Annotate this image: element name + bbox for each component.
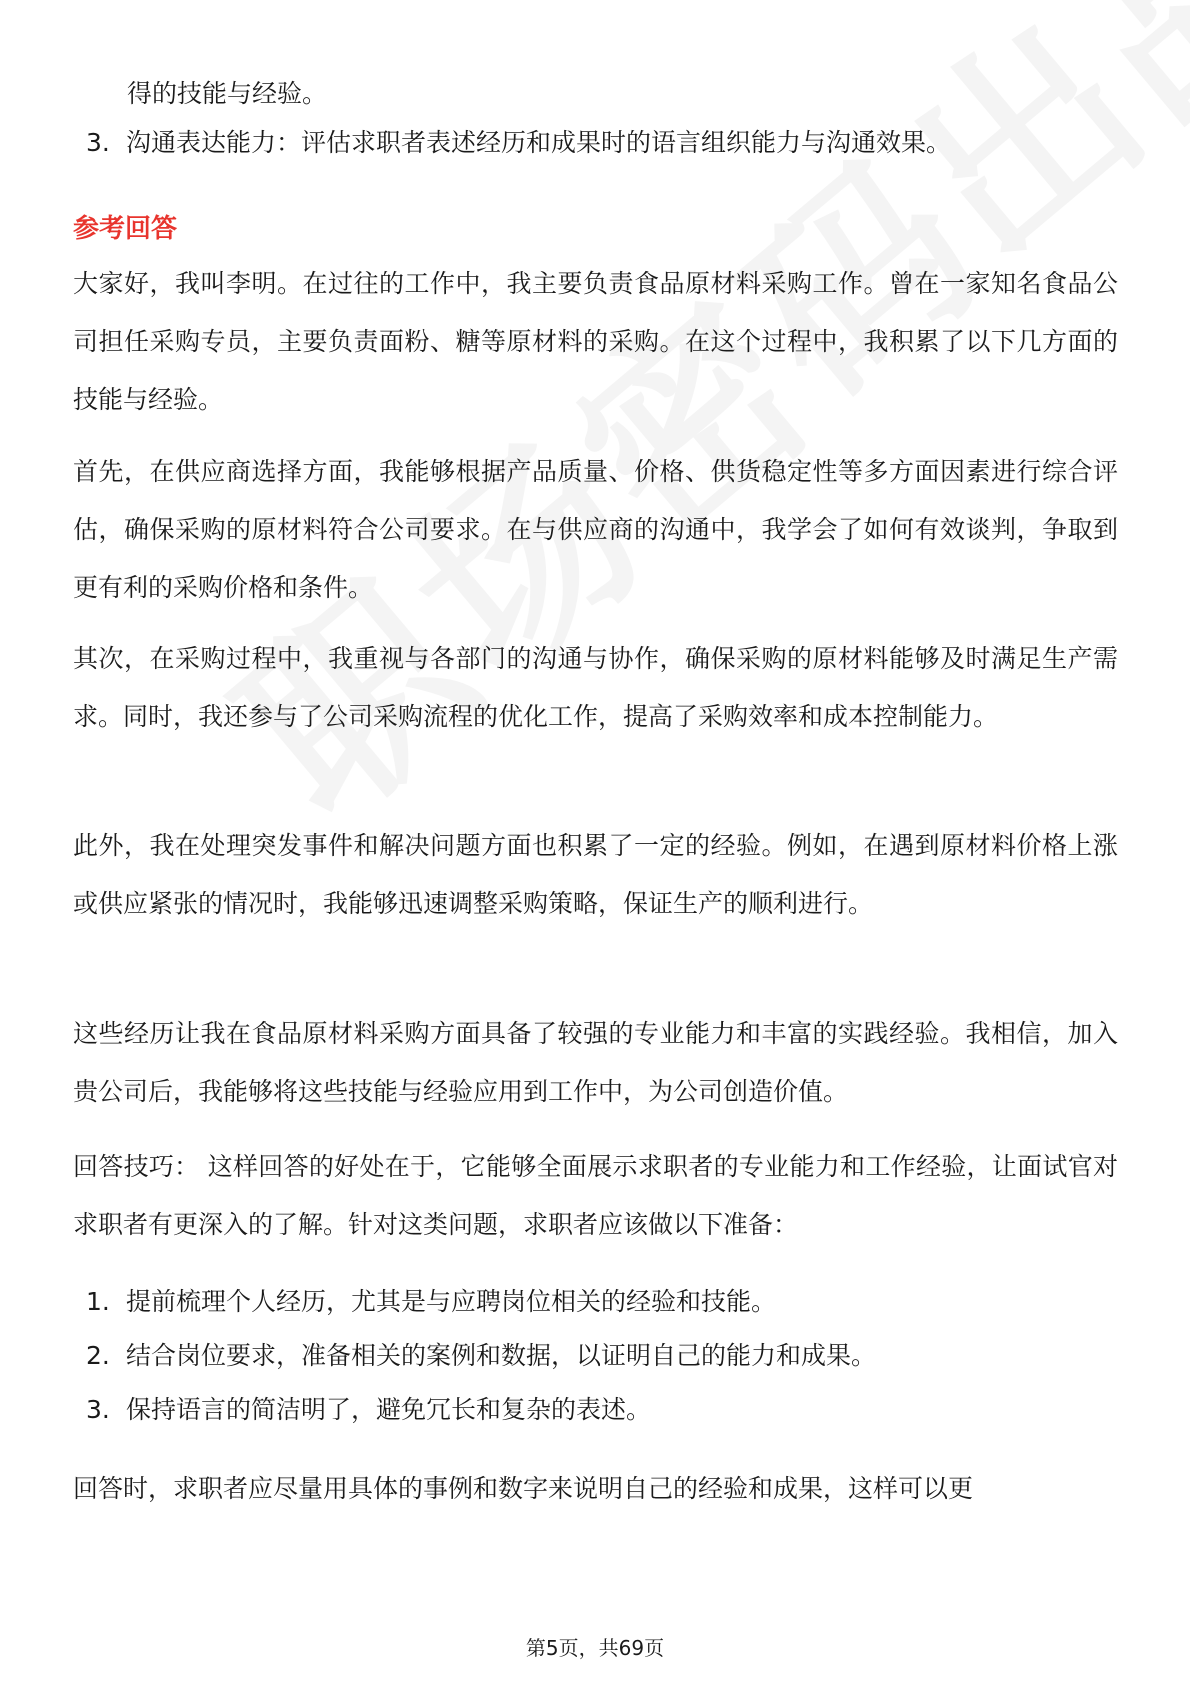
paragraph-tips: 回答技巧： 这样回答的好处在于，它能够全面展示求职者的专业能力和工作经验，让面试官对求职者有更深入的了解。针对这类问题，求职者应该做以下准备：: [73, 1152, 1118, 1239]
paragraph-coordination: 其次，在采购过程中，我重视与各部门的沟通与协作，确保采购的原材料能够及时满足生产需求。同时，我还参与了公司采购流程的优化工作，提高了采购效率和成本控制能力。: [73, 644, 1118, 731]
paragraph-supplier: 首先，在供应商选择方面，我能够根据产品质量、价格、供货稳定性等多方面因素进行综合评估，确保采购的原材料符合公司要求。在与供应商的沟通中，我学会了如何有效谈判，争取到更有利的采购价格和条件。: [73, 457, 1118, 602]
list-number: 2.: [86, 1341, 110, 1370]
list-item: [86, 1283, 776, 1321]
paragraph-summary: 这些经历让我在食品原材料采购方面具备了较强的专业能力和丰富的实践经验。我相信，加入贵公司后，我能够将这些技能与经验应用到工作中，为公司创造价值。: [73, 1019, 1118, 1106]
list-text: 提前梳理个人经历，尤其是与应聘岗位相关的经验和技能。: [126, 1287, 777, 1316]
section-heading: 参考回答: [73, 214, 178, 244]
paragraph-emergency: 此外，我在处理突发事件和解决问题方面也积累了一定的经验。例如，在遇到原材料价格上涨或供应紧张的情况时，我能够迅速调整采购策略，保证生产的顺利进行。: [73, 831, 1118, 918]
paragraph-intro: 大家好，我叫李明。在过往的工作中，我主要负责食品原材料采购工作。曾在一家知名食品公司担任采购专员，主要负责面粉、糖等原材料的采购。在这个过程中，我积累了以下几方面的技能与经验。: [73, 269, 1118, 414]
page-footer: 第5页，共69页: [525, 1636, 665, 1660]
list-text: 沟通表达能力：评估求职者表述经历和成果时的语言组织能力与沟通效果。: [126, 128, 952, 157]
list-number: 3.: [86, 128, 110, 157]
list-text: 保持语言的简洁明了，避免冗长和复杂的表述。: [126, 1395, 652, 1424]
list-item: [86, 1337, 876, 1375]
list-item: [86, 1391, 651, 1429]
list-number: 3.: [86, 1395, 110, 1424]
paragraph-closing: 回答时，求职者应尽量用具体的事例和数字来说明自己的经验和成果，这样可以更: [73, 1474, 974, 1503]
list-item: [86, 124, 951, 162]
list-number: 1.: [86, 1287, 110, 1316]
list-text: 结合岗位要求，准备相关的案例和数据，以证明自己的能力和成果。: [126, 1341, 877, 1370]
continuation-text: 得的技能与经验。: [127, 79, 328, 108]
